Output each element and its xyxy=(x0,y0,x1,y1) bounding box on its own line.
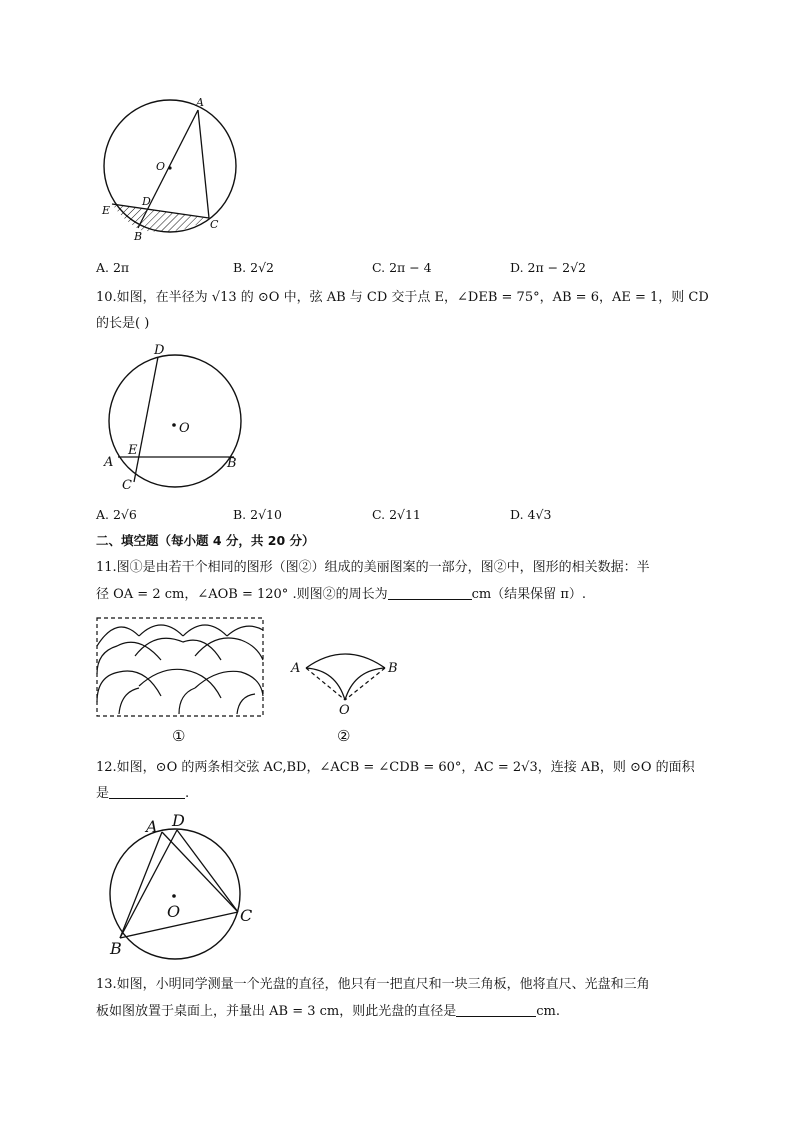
q11-stem-line1: 11.图①是由若干个相同的图形（图②）组成的美丽图案的一部分，图②中，图形的相关数据：半 xyxy=(96,560,650,575)
q9-label-d: D xyxy=(142,195,151,208)
q13-stem-line1: 13.如图，小明同学测量一个光盘的直径，他只有一把直尺和一块三角板，他将直尺、光盘和三角 xyxy=(96,977,650,992)
q9-label-e: E xyxy=(102,204,111,217)
q10-circle xyxy=(109,355,241,487)
q10-option-d: D. 4√3 xyxy=(510,507,552,522)
q10-label-o: O xyxy=(179,421,190,436)
q12-label-c: C xyxy=(240,906,253,925)
q13-answer-blank[interactable] xyxy=(456,1002,536,1017)
q12-center-dot xyxy=(172,894,176,898)
q10-option-b: B. 2√10 xyxy=(233,507,282,522)
q10-option-a: A. 2√6 xyxy=(96,507,137,522)
q9-label-o: O xyxy=(156,160,166,173)
q11-answer-blank[interactable] xyxy=(388,585,472,600)
q11-figure-1 xyxy=(95,616,265,718)
q11-figure-2 xyxy=(288,650,403,718)
q9-label-c: C xyxy=(210,218,219,231)
q10-label-e: E xyxy=(128,443,138,458)
q12-answer-blank[interactable] xyxy=(109,784,185,799)
q13-stem-line2 xyxy=(96,1001,560,1023)
q11-caption-1: ① xyxy=(172,727,186,745)
q10-label-a: A xyxy=(104,455,114,470)
q12-stem-line2-post: . xyxy=(185,786,190,801)
q12-chord-dc xyxy=(177,830,238,912)
q11-stem-line2-pre: 径 OA = 2 cm，∠AOB = 120° .则图②的周长为 xyxy=(96,587,388,602)
q11-label-o: O xyxy=(339,703,350,718)
q9-figure xyxy=(90,90,250,250)
q13-stem-line2-pre: 板如图放置于桌面上，并量出 AB = 3 cm，则此光盘的直径是 xyxy=(96,1004,457,1019)
q11-caption-2: ② xyxy=(337,727,351,745)
q10-center-dot xyxy=(172,423,176,427)
q12-label-o: O xyxy=(167,902,181,921)
q9-option-b: B. 2√2 xyxy=(233,260,275,275)
q9-center-dot xyxy=(168,166,171,169)
q12-stem-line2 xyxy=(96,783,189,805)
q10-option-c: C. 2√11 xyxy=(372,507,421,522)
q11-label-a: A xyxy=(291,661,301,676)
q10-label-b: B xyxy=(227,456,237,471)
q12-label-a: A xyxy=(146,817,158,836)
q10-label-d: D xyxy=(154,343,165,358)
q9-label-b: B xyxy=(134,230,143,243)
q12-label-b: B xyxy=(110,939,122,958)
q12-stem-line2-pre: 是 xyxy=(96,786,110,801)
q12-figure xyxy=(104,808,264,960)
q9-option-d: D. 2π − 2√2 xyxy=(510,260,586,275)
q10-figure xyxy=(100,340,260,500)
q10-stem-line1: 10.如图，在半径为 √13 的 ⊙O 中，弦 AB 与 CD 交于点 E，∠DEB = 75°，AB = 6，AE = 1，则 CD xyxy=(96,290,709,305)
q11-stem-line2-post: cm（结果保留 π）. xyxy=(471,587,586,602)
q9-chord-ac xyxy=(198,110,209,218)
section-heading-fill-in: 二、填空题（每小题 4 分，共 20 分） xyxy=(96,533,315,548)
q12-stem-line1: 12.如图，⊙O 的两条相交弦 AC,BD，∠ACB = ∠CDB = 60°，AC = 2√3，连接 AB，则 ⊙O 的面积 xyxy=(96,760,695,775)
q11-stem-line2 xyxy=(96,584,586,606)
q12-chord-ab xyxy=(120,832,162,938)
q10-label-c: C xyxy=(122,478,132,493)
q10-stem-line2: 的长是( ) xyxy=(96,316,150,331)
q11-label-b: B xyxy=(388,661,398,676)
q10-chord-cd xyxy=(134,357,158,482)
q12-label-d: D xyxy=(172,811,185,830)
q9-label-a: A xyxy=(196,96,204,109)
q9-diameter-ab xyxy=(138,110,198,228)
q12-chord-ac xyxy=(162,832,238,912)
q9-option-a: A. 2π xyxy=(96,260,130,275)
q12-chord-bd xyxy=(120,830,177,938)
q13-stem-line2-post: cm. xyxy=(536,1004,560,1019)
q9-option-c: C. 2π − 4 xyxy=(372,260,432,275)
q11-arc-ab xyxy=(306,654,385,668)
